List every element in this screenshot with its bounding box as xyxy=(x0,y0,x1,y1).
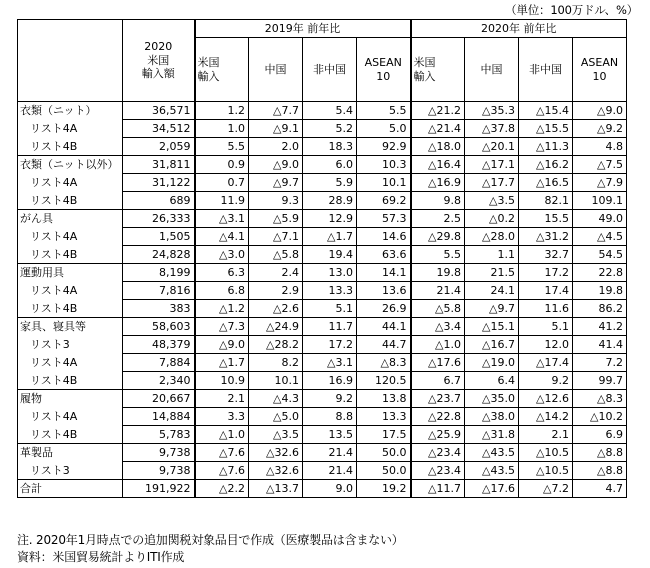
row-label: リスト4B xyxy=(18,246,123,264)
cell-value: △3.1 xyxy=(195,210,249,228)
cell-value: 8,199 xyxy=(123,264,195,282)
cell-value: △5.8 xyxy=(411,300,465,318)
row-label: がん具 xyxy=(18,210,123,228)
cell-value: 13.8 xyxy=(357,390,411,408)
cell-value: 7,884 xyxy=(123,354,195,372)
table-subrow xyxy=(18,120,627,138)
cell-value: 6.3 xyxy=(195,264,249,282)
row-label: リスト4B xyxy=(18,372,123,390)
cell-value: △17.6 xyxy=(465,480,519,498)
cell-value: △15.1 xyxy=(465,318,519,336)
cell-value: △12.6 xyxy=(519,390,573,408)
cell-value: △10.5 xyxy=(519,444,573,462)
cell-value: △7.2 xyxy=(519,480,573,498)
cell-value: 10.9 xyxy=(195,372,249,390)
cell-value: 17.2 xyxy=(519,264,573,282)
cell-value: 10.1 xyxy=(249,372,303,390)
cell-value: △38.0 xyxy=(465,408,519,426)
cell-value: △1.0 xyxy=(411,336,465,354)
cell-value: △37.8 xyxy=(465,120,519,138)
cell-value: △9.0 xyxy=(573,102,627,120)
row-label: リスト4A xyxy=(18,174,123,192)
cell-value: 7.2 xyxy=(573,354,627,372)
row-label: リスト4B xyxy=(18,300,123,318)
cell-value: △28.0 xyxy=(465,228,519,246)
header-2020-us-import: 米国 輸入 xyxy=(411,38,465,102)
cell-value: △9.0 xyxy=(249,156,303,174)
row-label: リスト4B xyxy=(18,192,123,210)
cell-value: △23.7 xyxy=(411,390,465,408)
cell-value: 63.6 xyxy=(357,246,411,264)
cell-value: 5.0 xyxy=(357,120,411,138)
cell-value: 24,828 xyxy=(123,246,195,264)
cell-value: 3.3 xyxy=(195,408,249,426)
cell-value: △29.8 xyxy=(411,228,465,246)
cell-value: 28.9 xyxy=(303,192,357,210)
header-2019-asean10: ASEAN 10 xyxy=(357,38,411,102)
cell-value: 6.7 xyxy=(411,372,465,390)
cell-value: 9.2 xyxy=(303,390,357,408)
cell-value: 32.7 xyxy=(519,246,573,264)
cell-value: 5.5 xyxy=(195,138,249,156)
cell-value: △1.7 xyxy=(303,228,357,246)
cell-value: △5.8 xyxy=(249,246,303,264)
cell-value: 120.5 xyxy=(357,372,411,390)
cell-value: 9.3 xyxy=(249,192,303,210)
cell-value: 9.0 xyxy=(303,480,357,498)
row-label: リスト3 xyxy=(18,462,123,480)
cell-value: △4.3 xyxy=(249,390,303,408)
row-label: 衣類（ニット以外） xyxy=(18,156,123,174)
cell-value: 13.6 xyxy=(357,282,411,300)
cell-value: △17.7 xyxy=(465,174,519,192)
cell-value: △9.7 xyxy=(249,174,303,192)
cell-value: 24.1 xyxy=(465,282,519,300)
cell-value: 5.1 xyxy=(303,300,357,318)
header-2020: 2020年 前年比 xyxy=(411,20,627,38)
row-label: リスト4B xyxy=(18,426,123,444)
table-subrow xyxy=(18,408,627,426)
cell-value: 31,122 xyxy=(123,174,195,192)
cell-value: 4.8 xyxy=(573,138,627,156)
cell-value: △3.1 xyxy=(303,354,357,372)
header-2019: 2019年 前年比 xyxy=(195,20,411,38)
cell-value: 21.4 xyxy=(303,444,357,462)
cell-value: △16.9 xyxy=(411,174,465,192)
cell-value: △0.2 xyxy=(465,210,519,228)
cell-value: 5.1 xyxy=(519,318,573,336)
cell-value: △10.5 xyxy=(519,462,573,480)
cell-value: 7,816 xyxy=(123,282,195,300)
cell-value: △8.8 xyxy=(573,462,627,480)
cell-value: △1.0 xyxy=(195,426,249,444)
cell-value: 44.1 xyxy=(357,318,411,336)
cell-value: 92.9 xyxy=(357,138,411,156)
cell-value: 2.0 xyxy=(249,138,303,156)
cell-value: 36,571 xyxy=(123,102,195,120)
cell-value: 5.2 xyxy=(303,120,357,138)
row-label: 革製品 xyxy=(18,444,123,462)
cell-value: 20,667 xyxy=(123,390,195,408)
cell-value: 17.2 xyxy=(303,336,357,354)
header-2019-us-import: 米国 輸入 xyxy=(195,38,249,102)
table-subrow xyxy=(18,354,627,372)
table-subrow xyxy=(18,426,627,444)
cell-value: 6.4 xyxy=(465,372,519,390)
table-subrow xyxy=(18,372,627,390)
cell-value: 21.4 xyxy=(303,462,357,480)
cell-value: 1.2 xyxy=(195,102,249,120)
cell-value: △21.4 xyxy=(411,120,465,138)
cell-value: 5.4 xyxy=(303,102,357,120)
cell-value: △4.5 xyxy=(573,228,627,246)
cell-value: 12.0 xyxy=(519,336,573,354)
notes xyxy=(17,532,404,566)
cell-value: 99.7 xyxy=(573,372,627,390)
cell-value: △8.3 xyxy=(357,354,411,372)
cell-value: 82.1 xyxy=(519,192,573,210)
table-subrow xyxy=(18,300,627,318)
cell-value: 8.8 xyxy=(303,408,357,426)
cell-value: △11.7 xyxy=(411,480,465,498)
cell-value: △16.4 xyxy=(411,156,465,174)
cell-value: 44.7 xyxy=(357,336,411,354)
cell-value: 69.2 xyxy=(357,192,411,210)
cell-value: △17.4 xyxy=(519,354,573,372)
cell-value: △15.5 xyxy=(519,120,573,138)
row-label: 履物 xyxy=(18,390,123,408)
cell-value: △17.1 xyxy=(465,156,519,174)
table-row xyxy=(18,318,627,336)
cell-value: 8.2 xyxy=(249,354,303,372)
cell-value: 2,059 xyxy=(123,138,195,156)
cell-value: 17.5 xyxy=(357,426,411,444)
cell-value: 48,379 xyxy=(123,336,195,354)
cell-value: 18.3 xyxy=(303,138,357,156)
cell-value: △31.2 xyxy=(519,228,573,246)
cell-value: 86.2 xyxy=(573,300,627,318)
cell-value: 191,922 xyxy=(123,480,195,498)
cell-value: 2.4 xyxy=(249,264,303,282)
cell-value: 22.8 xyxy=(573,264,627,282)
cell-value: △35.0 xyxy=(465,390,519,408)
cell-value: 13.3 xyxy=(357,408,411,426)
table-subrow xyxy=(18,282,627,300)
cell-value: △43.5 xyxy=(465,462,519,480)
cell-value: 19.4 xyxy=(303,246,357,264)
cell-value: △13.7 xyxy=(249,480,303,498)
cell-value: △32.6 xyxy=(249,444,303,462)
cell-value: 2.1 xyxy=(519,426,573,444)
cell-value: 9.8 xyxy=(411,192,465,210)
row-label: リスト4B xyxy=(18,138,123,156)
source-text: 資料：米国貿易統計よりITI作成 xyxy=(17,550,185,564)
cell-value: △2.6 xyxy=(249,300,303,318)
cell-value: 21.4 xyxy=(411,282,465,300)
cell-value: △5.0 xyxy=(249,408,303,426)
row-label: リスト4A xyxy=(18,120,123,138)
cell-value: △24.9 xyxy=(249,318,303,336)
cell-value: △25.9 xyxy=(411,426,465,444)
cell-value: △7.6 xyxy=(195,444,249,462)
row-label: リスト4A xyxy=(18,228,123,246)
cell-value: △17.6 xyxy=(411,354,465,372)
cell-value: 41.2 xyxy=(573,318,627,336)
cell-value: △14.2 xyxy=(519,408,573,426)
cell-value: △31.8 xyxy=(465,426,519,444)
cell-value: △7.7 xyxy=(249,102,303,120)
cell-value: 17.4 xyxy=(519,282,573,300)
cell-value: △18.0 xyxy=(411,138,465,156)
cell-value: △10.2 xyxy=(573,408,627,426)
cell-value: 6.8 xyxy=(195,282,249,300)
row-label: リスト4A xyxy=(18,408,123,426)
cell-value: △16.7 xyxy=(465,336,519,354)
cell-value: 10.3 xyxy=(357,156,411,174)
table-subrow xyxy=(18,462,627,480)
cell-value: 5.9 xyxy=(303,174,357,192)
cell-value: △16.2 xyxy=(519,156,573,174)
header-2019-china: 中国 xyxy=(249,38,303,102)
cell-value: △8.8 xyxy=(573,444,627,462)
cell-value: 21.5 xyxy=(465,264,519,282)
cell-value: 9,738 xyxy=(123,462,195,480)
cell-value: 54.5 xyxy=(573,246,627,264)
cell-value: 50.0 xyxy=(357,462,411,480)
cell-value: △32.6 xyxy=(249,462,303,480)
cell-value: 0.9 xyxy=(195,156,249,174)
cell-value: 9,738 xyxy=(123,444,195,462)
table-row xyxy=(18,156,627,174)
cell-value: △28.2 xyxy=(249,336,303,354)
cell-value: 5.5 xyxy=(357,102,411,120)
cell-value: 13.3 xyxy=(303,282,357,300)
cell-value: 11.9 xyxy=(195,192,249,210)
table-row xyxy=(18,480,627,498)
cell-value: 6.9 xyxy=(573,426,627,444)
cell-value: 26,333 xyxy=(123,210,195,228)
cell-value: 2,340 xyxy=(123,372,195,390)
cell-value: △7.9 xyxy=(573,174,627,192)
cell-value: 109.1 xyxy=(573,192,627,210)
cell-value: 58,603 xyxy=(123,318,195,336)
cell-value: 1.0 xyxy=(195,120,249,138)
cell-value: 19.2 xyxy=(357,480,411,498)
table-subrow xyxy=(18,228,627,246)
cell-value: △16.5 xyxy=(519,174,573,192)
cell-value: △2.2 xyxy=(195,480,249,498)
cell-value: △1.7 xyxy=(195,354,249,372)
cell-value: △3.4 xyxy=(411,318,465,336)
row-label: リスト3 xyxy=(18,336,123,354)
cell-value: 5.5 xyxy=(411,246,465,264)
cell-value: 10.1 xyxy=(357,174,411,192)
cell-value: △3.5 xyxy=(249,426,303,444)
table-subrow xyxy=(18,246,627,264)
cell-value: △9.0 xyxy=(195,336,249,354)
cell-value: 0.7 xyxy=(195,174,249,192)
cell-value: △20.1 xyxy=(465,138,519,156)
cell-value: 2.5 xyxy=(411,210,465,228)
cell-value: △21.2 xyxy=(411,102,465,120)
cell-value: 13.0 xyxy=(303,264,357,282)
row-label: 合計 xyxy=(18,480,123,498)
row-label: 運動用具 xyxy=(18,264,123,282)
cell-value: △9.7 xyxy=(465,300,519,318)
cell-value: 50.0 xyxy=(357,444,411,462)
header-2019-non-china: 非中国 xyxy=(303,38,357,102)
cell-value: 16.9 xyxy=(303,372,357,390)
cell-value: 11.7 xyxy=(303,318,357,336)
cell-value: △15.4 xyxy=(519,102,573,120)
cell-value: 41.4 xyxy=(573,336,627,354)
note-text: 注. 2020年1月時点での追加関税対象品目で作成（医療製品は含まない） xyxy=(17,533,404,547)
cell-value: 49.0 xyxy=(573,210,627,228)
row-label: 家具、寝具等 xyxy=(18,318,123,336)
header-2020-china: 中国 xyxy=(465,38,519,102)
table-subrow xyxy=(18,336,627,354)
cell-value: 31,811 xyxy=(123,156,195,174)
table-subrow xyxy=(18,192,627,210)
cell-value: △22.8 xyxy=(411,408,465,426)
cell-value: △43.5 xyxy=(465,444,519,462)
cell-value: 34,512 xyxy=(123,120,195,138)
cell-value: 4.7 xyxy=(573,480,627,498)
table-subrow xyxy=(18,138,627,156)
cell-value: 689 xyxy=(123,192,195,210)
cell-value: △5.9 xyxy=(249,210,303,228)
cell-value: △1.2 xyxy=(195,300,249,318)
cell-value: △19.0 xyxy=(465,354,519,372)
header-2020-non-china: 非中国 xyxy=(519,38,573,102)
header-category xyxy=(18,20,123,102)
cell-value: 5,783 xyxy=(123,426,195,444)
cell-value: 2.1 xyxy=(195,390,249,408)
cell-value: 1,505 xyxy=(123,228,195,246)
cell-value: △7.6 xyxy=(195,462,249,480)
cell-value: 57.3 xyxy=(357,210,411,228)
cell-value: △11.3 xyxy=(519,138,573,156)
cell-value: 1.1 xyxy=(465,246,519,264)
table-row xyxy=(18,444,627,462)
cell-value: △4.1 xyxy=(195,228,249,246)
cell-value: △8.3 xyxy=(573,390,627,408)
cell-value: 13.5 xyxy=(303,426,357,444)
cell-value: 14.6 xyxy=(357,228,411,246)
table-row xyxy=(18,102,627,120)
table-row xyxy=(18,210,627,228)
tariff-import-table xyxy=(17,19,627,498)
cell-value: 19.8 xyxy=(573,282,627,300)
row-label: リスト4A xyxy=(18,354,123,372)
table-subrow xyxy=(18,174,627,192)
cell-value: 6.0 xyxy=(303,156,357,174)
header-import-value: 2020 米国 輸入額 xyxy=(123,20,195,102)
unit-note: （単位：100万ドル、%） xyxy=(505,3,638,17)
table-row xyxy=(18,264,627,282)
cell-value: 19.8 xyxy=(411,264,465,282)
cell-value: 12.9 xyxy=(303,210,357,228)
cell-value: 15.5 xyxy=(519,210,573,228)
cell-value: △3.0 xyxy=(195,246,249,264)
table-row xyxy=(18,390,627,408)
row-label: リスト4A xyxy=(18,282,123,300)
cell-value: △7.3 xyxy=(195,318,249,336)
cell-value: △7.1 xyxy=(249,228,303,246)
cell-value: △9.2 xyxy=(573,120,627,138)
cell-value: 14,884 xyxy=(123,408,195,426)
cell-value: △9.1 xyxy=(249,120,303,138)
cell-value: 14.1 xyxy=(357,264,411,282)
cell-value: △3.5 xyxy=(465,192,519,210)
cell-value: △23.4 xyxy=(411,462,465,480)
cell-value: △7.5 xyxy=(573,156,627,174)
header-2020-asean10: ASEAN 10 xyxy=(573,38,627,102)
cell-value: 26.9 xyxy=(357,300,411,318)
cell-value: 11.6 xyxy=(519,300,573,318)
cell-value: 383 xyxy=(123,300,195,318)
cell-value: △23.4 xyxy=(411,444,465,462)
row-label: 衣類（ニット） xyxy=(18,102,123,120)
cell-value: 2.9 xyxy=(249,282,303,300)
cell-value: △35.3 xyxy=(465,102,519,120)
cell-value: 9.2 xyxy=(519,372,573,390)
